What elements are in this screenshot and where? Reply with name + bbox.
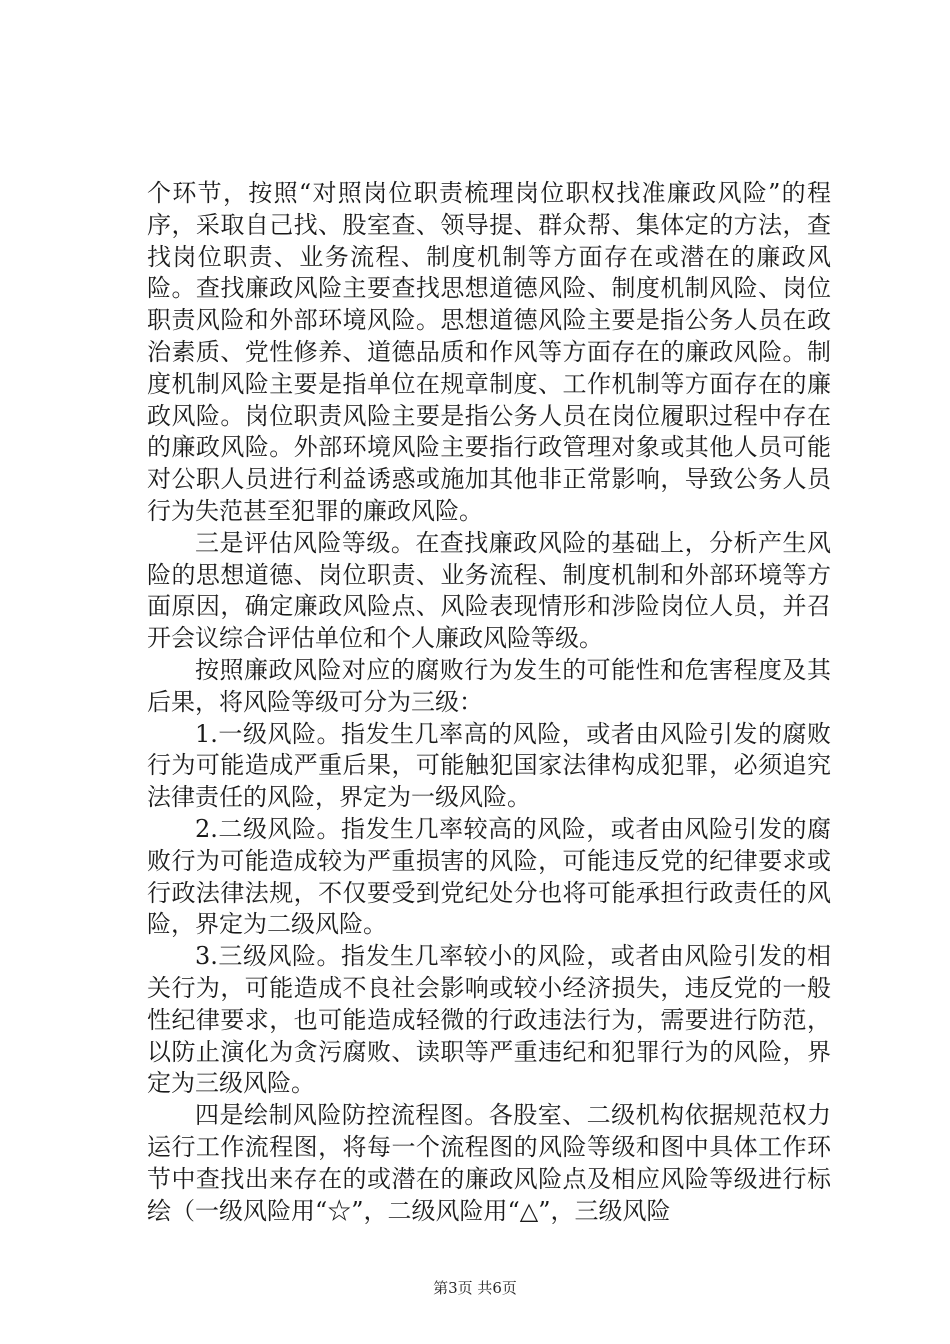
paragraph-5: 2.二级风险。指发生几率较高的风险，或者由风险引发的腐败行为可能造成较为严重损害的风险，可能违反党的纪律要求或行政法律法规，不仅要受到党纪处分也将可能承担行政责任的风险，界定为二级风险。 <box>147 814 831 939</box>
paragraph-3: 按照廉政风险对应的腐败行为发生的可能性和危害程度及其后果，将风险等级可分为三级： <box>147 655 831 716</box>
paragraph-2: 三是评估风险等级。在查找廉政风险的基础上，分析产生风险的思想道德、岗位职责、业务流程、制度机制和外部环境等方面原因，确定廉政风险点、风险表现情形和涉险岗位人员，并召开会议综合评估单位和个人廉政风险等级。 <box>147 528 831 653</box>
paragraph-6: 3.三级风险。指发生几率较小的风险，或者由风险引发的相关行为，可能造成不良社会影响或较小经济损失，违反党的一般性纪律要求，也可能造成轻微的行政违法行为，需要进行防范，以防止演化为贪污腐败、读职等严重违纪和犯罪行为的风险，界定为三级风险。 <box>147 942 831 1098</box>
document-body <box>147 178 831 1227</box>
page-footer: 第3页 共6页 <box>433 1279 517 1297</box>
paragraph-4: 1.一级风险。指发生几率高的风险，或者由风险引发的腐败行为可能造成严重后果，可能触犯国家法律构成犯罪，必须追究法律责任的风险，界定为一级风险。 <box>147 719 831 812</box>
paragraph-1: 个环节，按照“对照岗位职责梳理岗位职权找准廉政风险”的程序，采取自己找、股室查、领导提、群众帮、集体定的方法，查找岗位职责、业务流程、制度机制等方面存在或潜在的廉政风险。查找廉政风险主要查找思想道德风险、制度机制风险、岗位职责风险和外部环境风险。思想道德风险主要是指公务人员在政治素质、党性修养、道德品质和作风等方面存在的廉政风险。制度机制风险主要是指单位在规章制度、工作机制等方面存在的廉政风险。岗位职责风险主要是指公务人员在岗位履职过程中存在的廉政风险。外部环境风险主要指行政管理对象或其他人员可能对公职人员进行利益诱惑或施加其他非正常影响，导致公务人员行为失范甚至犯罪的廉政风险。 <box>147 179 831 525</box>
paragraph-7: 四是绘制风险防控流程图。各股室、二级机构依据规范权力运行工作流程图，将每一个流程图的风险等级和图中具体工作环节中查找出来存在的或潜在的廉政风险点及相应风险等级进行标绘（一级风险用“☆”，二级风险用“△”，三级风险 <box>147 1101 831 1225</box>
